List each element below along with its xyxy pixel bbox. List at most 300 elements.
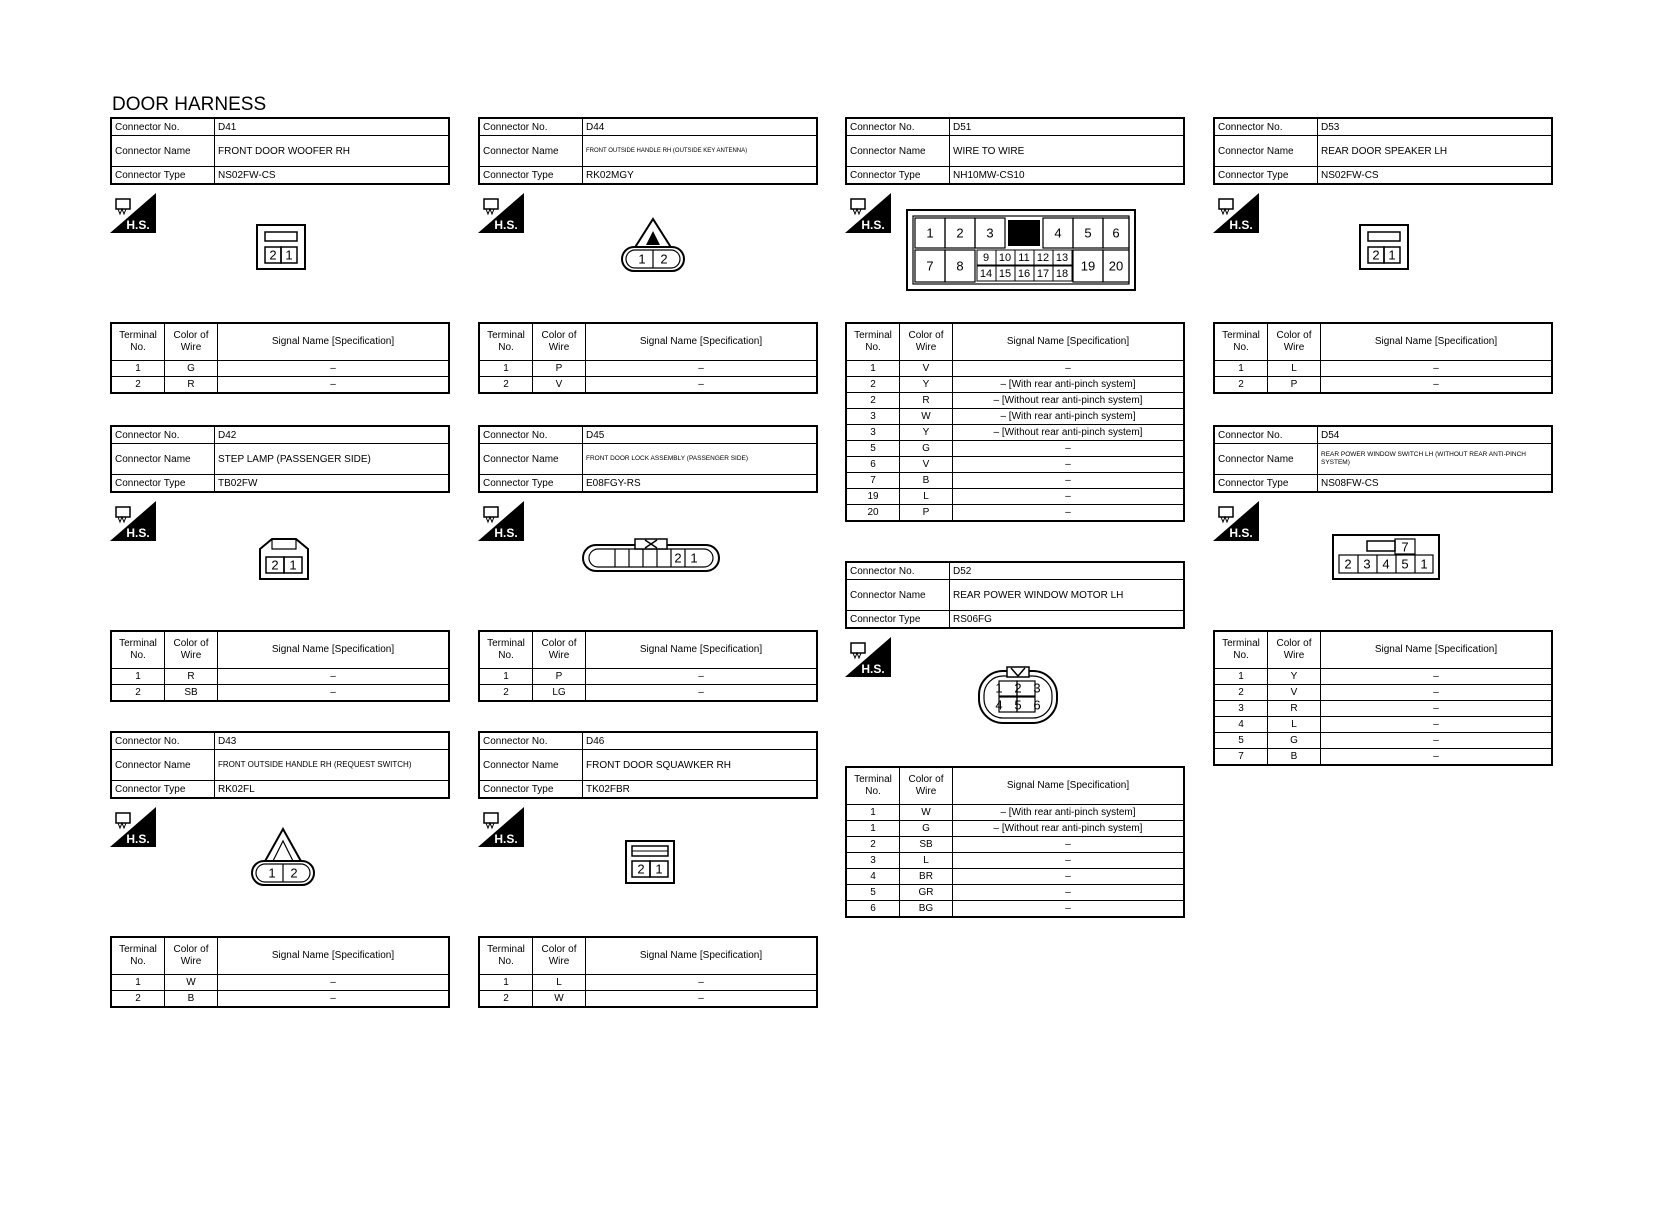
col-terminal: Terminal No. [479,631,533,669]
connector-header [478,425,818,493]
pin-label: 7 [926,258,934,274]
harness-side-icon [1213,193,1259,233]
connector-name-label: Connector Name [1214,444,1318,475]
color-cell: Y [1268,669,1321,685]
pin-label: 5 [1084,225,1092,241]
pin-label: 3 [1033,680,1041,696]
signal-cell: – [218,685,450,702]
pin-label: 6 [1033,697,1041,713]
hs-label: H.S. [861,662,885,676]
col-color: Color of Wire [165,323,218,361]
hs-label: H.S. [126,218,150,232]
table-row [846,901,1184,918]
connector-type-label: Connector Type [479,475,583,493]
terminal-cell: 4 [1214,717,1268,733]
signal-cell: – [586,669,818,685]
table-row [846,853,1184,869]
connector-no-value: D43 [215,732,450,750]
connector-type-value: E08FGY-RS [583,475,818,493]
terminal-cell: 6 [846,457,900,473]
col-terminal: Terminal No. [479,937,533,975]
signal-cell: – [953,885,1185,901]
pin-label: 15 [998,268,1012,280]
hs-label: H.S. [494,218,518,232]
col-terminal: Terminal No. [111,323,165,361]
terminal-cell: 6 [846,901,900,918]
connector-name-label: Connector Name [1214,136,1318,167]
signal-cell: – [953,457,1185,473]
terminal-cell: 2 [846,837,900,853]
connector-type-value: RK02MGY [583,167,818,185]
connector-no-label: Connector No. [1214,118,1318,136]
table-row [846,441,1184,457]
table-row [1214,685,1552,701]
color-cell: P [900,505,953,522]
connector-type-value: NS02FW-CS [1318,167,1553,185]
connector-face-diagram [581,537,721,573]
terminal-cell: 7 [846,473,900,489]
color-cell: L [533,975,586,991]
connector-type-label: Connector Type [1214,475,1318,493]
harness-side-icon [478,501,524,541]
signal-cell: – [953,489,1185,505]
terminal-cell: 4 [846,869,900,885]
signal-cell: – [1321,749,1553,766]
signal-cell: – [1321,717,1553,733]
terminal-cell: 1 [846,361,900,377]
terminal-table [110,936,450,1008]
connector-no-value: D42 [215,426,450,444]
connector-type-value: NH10MW-CS10 [950,167,1185,185]
table-row [846,457,1184,473]
pin-label: 1 [289,557,297,573]
col-terminal: Terminal No. [479,323,533,361]
connector-no-value: D44 [583,118,818,136]
pin-label: 6 [1112,225,1120,241]
pin-label: 13 [1055,252,1069,264]
table-row [111,685,449,702]
pin-label: 2 [1014,680,1022,696]
table-row [846,885,1184,901]
color-cell: L [1268,361,1321,377]
connector-d45 [478,425,818,698]
connector-no-value: D41 [215,118,450,136]
pin-label: 5 [1014,697,1022,713]
connector-name-value: WIRE TO WIRE [950,136,1185,167]
color-cell: GR [900,885,953,901]
connector-no-label: Connector No. [111,118,215,136]
connector-type-label: Connector Type [846,611,950,629]
pin-label: 2 [1372,247,1380,263]
color-cell: LG [533,685,586,702]
connector-no-label: Connector No. [846,118,950,136]
connector-no-label: Connector No. [479,118,583,136]
connector-name-label: Connector Name [111,750,215,781]
terminal-cell: 1 [1214,361,1268,377]
terminal-cell: 1 [479,361,533,377]
pin-label: 16 [1017,268,1031,280]
pin-label: 3 [1363,556,1371,572]
connector-no-value: D54 [1318,426,1553,444]
pin-label: 2 [1344,556,1352,572]
signal-cell: – [953,473,1185,489]
connector-type-value: TB02FW [215,475,450,493]
col-color: Color of Wire [1268,631,1321,669]
signal-cell: – [Without rear anti-pinch system] [953,821,1185,837]
col-color: Color of Wire [533,937,586,975]
connector-no-label: Connector No. [479,732,583,750]
connector-no-value: D45 [583,426,818,444]
color-cell: BG [900,901,953,918]
connector-no-label: Connector No. [111,426,215,444]
connector-name-value: STEP LAMP (PASSENGER SIDE) [215,444,450,475]
color-cell: BR [900,869,953,885]
table-row [1214,733,1552,749]
table-row [846,473,1184,489]
connector-face-diagram [255,223,307,271]
terminal-table [110,322,450,394]
table-row [1214,361,1552,377]
pin-label: 3 [986,225,994,241]
pin-label: 1 [1388,247,1396,263]
signal-cell: – [953,441,1185,457]
pin-label: 4 [995,697,1003,713]
signal-cell: – [586,991,818,1008]
signal-cell: – [953,837,1185,853]
table-row [1214,377,1552,394]
color-cell: R [165,669,218,685]
table-row [846,805,1184,821]
col-color: Color of Wire [900,767,953,805]
terminal-cell: 1 [846,821,900,837]
pin-label: 2 [271,557,279,573]
col-color: Color of Wire [165,631,218,669]
pin-label: 17 [1036,268,1050,280]
connector-no-label: Connector No. [479,426,583,444]
pin-label: 2 [674,550,682,566]
terminal-table [845,766,1185,918]
connector-name-label: Connector Name [479,444,583,475]
page-title: DOOR HARNESS [112,94,267,115]
connector-face-diagram [977,665,1059,727]
terminal-cell: 3 [846,409,900,425]
signal-cell: – [1321,685,1553,701]
terminal-cell: 2 [479,991,533,1008]
hs-label: H.S. [494,526,518,540]
table-row [111,361,449,377]
terminal-table [110,630,450,702]
connector-name-label: Connector Name [846,580,950,611]
terminal-cell: 2 [111,377,165,394]
signal-cell: – [Without rear anti-pinch system] [953,425,1185,441]
color-cell: V [533,377,586,394]
pin-label: 14 [979,268,993,280]
col-signal: Signal Name [Specification] [586,631,818,669]
signal-cell: – [586,377,818,394]
connector-name-value: FRONT DOOR LOCK ASSEMBLY (PASSENGER SIDE) [583,444,818,475]
table-row [479,685,817,702]
terminal-table [1213,630,1553,766]
pin-label: 1 [690,550,698,566]
terminal-cell: 3 [1214,701,1268,717]
col-color: Color of Wire [1268,323,1321,361]
signal-cell: – [1321,669,1553,685]
connector-d46 [478,731,818,1004]
color-cell: W [533,991,586,1008]
connector-header [845,117,1185,185]
table-row [1214,749,1552,766]
connector-d52 [845,561,1185,914]
col-signal: Signal Name [Specification] [586,323,818,361]
connector-no-label: Connector No. [111,732,215,750]
connector-header [845,561,1185,629]
signal-cell: – [1321,377,1553,394]
color-cell: P [533,669,586,685]
connector-face-diagram [624,839,676,885]
pin-label: 1 [268,865,276,881]
connector-name-value: FRONT DOOR WOOFER RH [215,136,450,167]
color-cell: P [533,361,586,377]
signal-cell: – [586,361,818,377]
terminal-cell: 20 [846,505,900,522]
terminal-cell: 2 [479,377,533,394]
color-cell: W [900,409,953,425]
col-signal: Signal Name [Specification] [218,937,450,975]
connector-d44 [478,117,818,390]
pin-label: 2 [660,251,668,267]
signal-cell: – [1321,361,1553,377]
table-row [846,425,1184,441]
connector-header [1213,425,1553,493]
connector-type-value: NS08FW-CS [1318,475,1553,493]
terminal-cell: 5 [1214,733,1268,749]
terminal-cell: 2 [479,685,533,702]
terminal-cell: 5 [846,885,900,901]
harness-side-icon [478,193,524,233]
pin-label: 11 [1018,252,1030,264]
table-row [479,377,817,394]
connector-name-label: Connector Name [846,136,950,167]
connector-header [110,425,450,493]
terminal-table [478,936,818,1008]
pin-label: 5 [1401,556,1409,572]
connector-face-diagram [620,217,686,273]
connector-no-value: D46 [583,732,818,750]
signal-cell: – [218,377,450,394]
signal-cell: – [953,869,1185,885]
pin-label: 1 [285,247,293,263]
connector-name-value: REAR POWER WINDOW SWITCH LH (WITHOUT REAR ANTI-PINCH SYSTEM) [1318,444,1553,475]
connector-type-value: NS02FW-CS [215,167,450,185]
color-cell: L [900,489,953,505]
hs-label: H.S. [494,832,518,846]
signal-cell: – [953,361,1185,377]
terminal-cell: 1 [1214,669,1268,685]
connector-type-label: Connector Type [479,781,583,799]
col-signal: Signal Name [Specification] [218,631,450,669]
signal-cell: – [586,975,818,991]
col-terminal: Terminal No. [1214,631,1268,669]
pin-label: 7 [1401,539,1409,555]
pin-label: 8 [956,258,964,274]
connector-name-label: Connector Name [479,750,583,781]
connector-d41 [110,117,450,390]
connector-header [110,117,450,185]
color-cell: P [1268,377,1321,394]
signal-cell: – [218,975,450,991]
connector-header [110,731,450,799]
table-row [111,669,449,685]
color-cell: G [900,441,953,457]
hs-label: H.S. [1229,218,1253,232]
connector-d51 [845,117,1185,518]
terminal-cell: 1 [111,669,165,685]
table-row [846,409,1184,425]
pin-label: 4 [1054,225,1062,241]
signal-cell: – [953,853,1185,869]
connector-type-value: RS06FG [950,611,1185,629]
signal-cell: – [953,505,1185,522]
table-row [111,377,449,394]
table-row [111,975,449,991]
col-terminal: Terminal No. [1214,323,1268,361]
pin-label: 4 [1382,556,1390,572]
terminal-table [845,322,1185,522]
hs-label: H.S. [861,218,885,232]
connector-name-label: Connector Name [111,444,215,475]
connector-type-label: Connector Type [846,167,950,185]
col-signal: Signal Name [Specification] [218,323,450,361]
pin-label: 10 [998,252,1012,264]
signal-cell: – [1321,701,1553,717]
table-row [479,361,817,377]
connector-type-value: TK02FBR [583,781,818,799]
harness-side-icon [110,193,156,233]
connector-name-value: REAR DOOR SPEAKER LH [1318,136,1553,167]
connector-header [478,117,818,185]
col-terminal: Terminal No. [111,937,165,975]
pin-label: 1 [995,680,1003,696]
color-cell: B [1268,749,1321,766]
color-cell: W [900,805,953,821]
signal-cell: – [With rear anti-pinch system] [953,409,1185,425]
table-row [1214,669,1552,685]
col-signal: Signal Name [Specification] [1321,631,1553,669]
color-cell: V [900,361,953,377]
harness-side-icon [845,637,891,677]
connector-face-diagram [1358,223,1410,271]
pin-label: 19 [1080,258,1096,274]
harness-side-icon [1213,501,1259,541]
harness-side-icon [110,807,156,847]
pin-label: 1 [655,861,663,877]
table-row [846,837,1184,853]
signal-cell: – [1321,733,1553,749]
pin-label: 2 [956,225,964,241]
col-signal: Signal Name [Specification] [1321,323,1553,361]
signal-cell: – [586,685,818,702]
table-row [479,991,817,1008]
signal-cell: – [Without rear anti-pinch system] [953,393,1185,409]
connector-d54 [1213,425,1553,762]
table-row [846,505,1184,522]
col-color: Color of Wire [165,937,218,975]
terminal-cell: 1 [111,361,165,377]
signal-cell: – [953,901,1185,918]
connector-no-value: D52 [950,562,1185,580]
signal-cell: – [With rear anti-pinch system] [953,377,1185,393]
connector-header [478,731,818,799]
terminal-cell: 1 [846,805,900,821]
pin-label: 18 [1055,268,1069,280]
color-cell: L [900,853,953,869]
table-row [846,489,1184,505]
terminal-cell: 5 [846,441,900,457]
connector-name-value: REAR POWER WINDOW MOTOR LH [950,580,1185,611]
signal-cell: – [218,361,450,377]
col-terminal: Terminal No. [111,631,165,669]
signal-cell: – [218,991,450,1008]
terminal-cell: 1 [479,669,533,685]
harness-side-icon [845,193,891,233]
terminal-cell: 3 [846,853,900,869]
connector-no-value: D53 [1318,118,1553,136]
color-cell: G [1268,733,1321,749]
table-row [846,393,1184,409]
col-color: Color of Wire [533,631,586,669]
table-row [479,975,817,991]
connector-face-diagram [258,537,310,581]
terminal-cell: 2 [1214,377,1268,394]
terminal-table [1213,322,1553,394]
color-cell: G [900,821,953,837]
connector-d53 [1213,117,1553,390]
connector-face-diagram [250,827,316,887]
pin-label: 1 [638,251,646,267]
table-row [846,361,1184,377]
terminal-table [478,322,818,394]
connector-no-label: Connector No. [1214,426,1318,444]
pin-label: 2 [637,861,645,877]
signal-cell: – [With rear anti-pinch system] [953,805,1185,821]
terminal-table [478,630,818,702]
pin-label: 2 [269,247,277,263]
col-signal: Signal Name [Specification] [953,323,1185,361]
signal-cell: – [218,669,450,685]
pin-label: 1 [926,225,934,241]
color-cell: Y [900,377,953,393]
col-color: Color of Wire [533,323,586,361]
col-terminal: Terminal No. [846,323,900,361]
col-terminal: Terminal No. [846,767,900,805]
connector-type-label: Connector Type [479,167,583,185]
color-cell: V [900,457,953,473]
col-color: Color of Wire [900,323,953,361]
connector-type-value: RK02FL [215,781,450,799]
color-cell: B [165,991,218,1008]
color-cell: B [900,473,953,489]
terminal-cell: 1 [111,975,165,991]
terminal-cell: 2 [111,991,165,1008]
table-row [111,991,449,1008]
pin-label: 12 [1036,252,1050,264]
harness-side-icon [478,807,524,847]
connector-name-value: FRONT OUTSIDE HANDLE RH (REQUEST SWITCH) [215,750,450,781]
connector-name-label: Connector Name [479,136,583,167]
connector-d42 [110,425,450,698]
color-cell: SB [165,685,218,702]
col-signal: Signal Name [Specification] [953,767,1185,805]
